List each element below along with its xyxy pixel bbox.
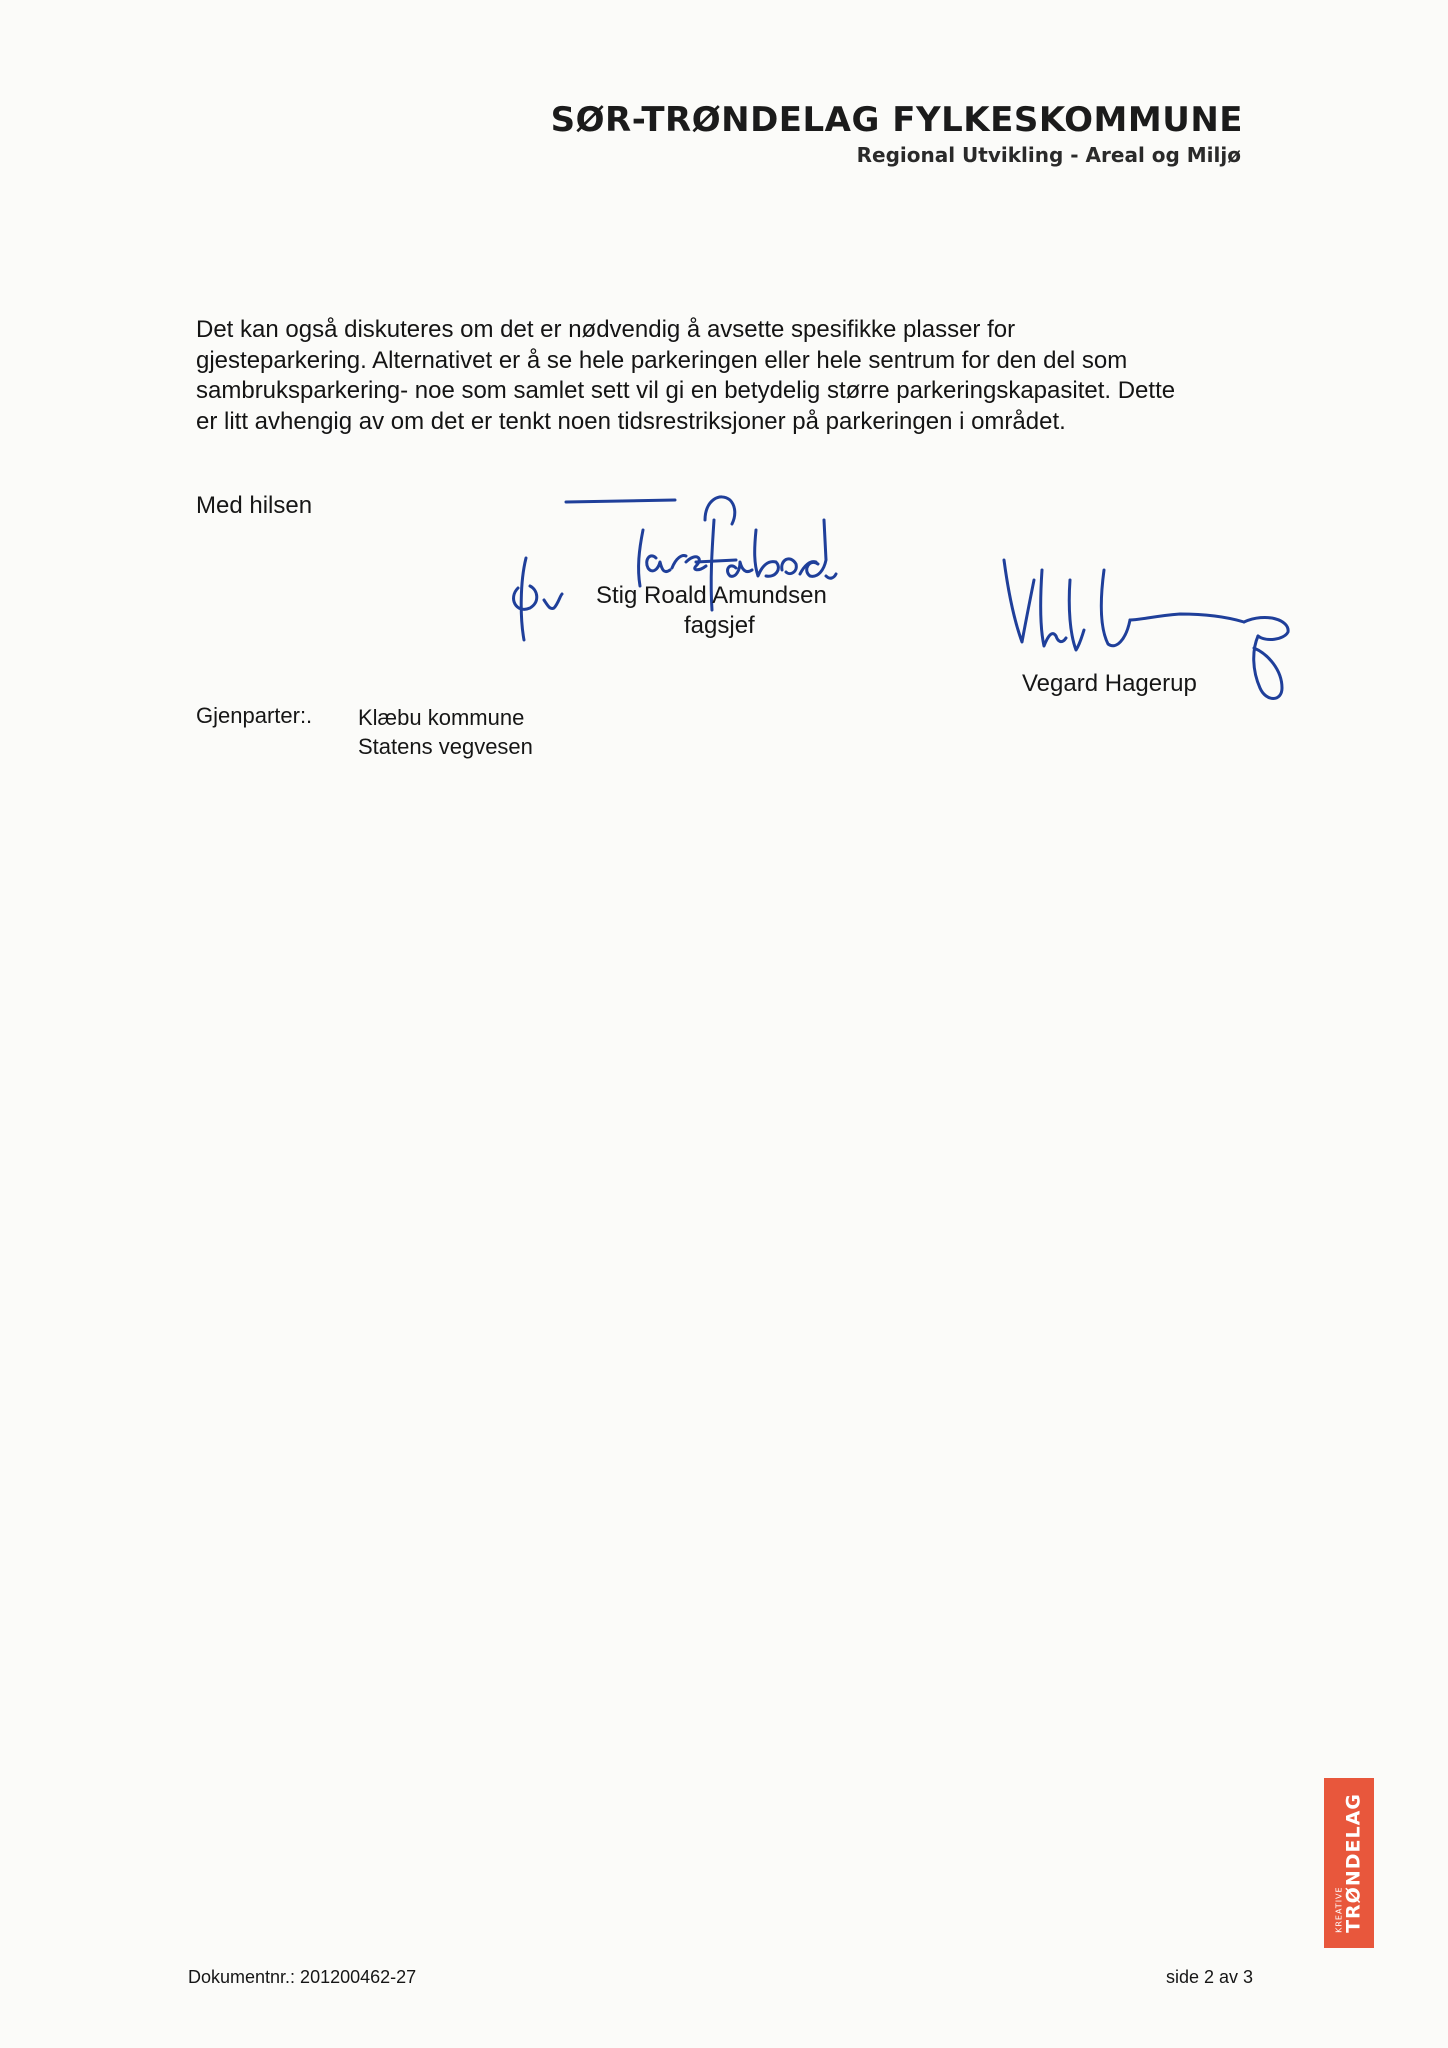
document-number: Dokumentnr.: 201200462-27 <box>188 1967 417 1987</box>
logo-small-text: KREATIVE <box>1334 1886 1344 1933</box>
signatory-title: fagsjef <box>684 612 755 639</box>
signatory-name: Stig Roald Amundsen <box>596 582 827 609</box>
copies-label: Gjenparter:. <box>196 703 313 728</box>
kreative-trondelag-logo <box>1324 1778 1374 1948</box>
logo-big-text: TRØNDELAG <box>1342 1793 1365 1933</box>
closing-greeting: Med hilsen <box>196 492 313 519</box>
signatory-name: Vegard Hagerup <box>1022 670 1197 697</box>
body-line: er litt avhengig av om det er tenkt noen tidsrestriksjoner på parkeringen i området. <box>196 407 1066 435</box>
body-line: Det kan også diskuteres om det er nødvendig å avsette spesifikke plasser for <box>196 316 1016 343</box>
body-line: sambruksparkering- noe som samlet sett vil gi en betydelig større parkeringskapasitet. Dette <box>196 377 1176 404</box>
organization-name: SØR-TRØNDELAG FYLKESKOMMUNE <box>550 100 1243 140</box>
copy-recipient: Statens vegvesen <box>358 734 533 759</box>
letter-body <box>196 315 1276 437</box>
body-line: gjesteparkering. Alternativet er å se hele parkeringen eller hele sentrum for den del som <box>196 346 1128 374</box>
copies-list <box>358 703 533 761</box>
page-number: side 2 av 3 <box>1166 1967 1254 1987</box>
copy-recipient: Klæbu kommune <box>358 705 525 730</box>
logo-text <box>1335 1793 1364 1933</box>
department-name: Regional Utvikling - Areal og Miljø <box>856 143 1241 167</box>
